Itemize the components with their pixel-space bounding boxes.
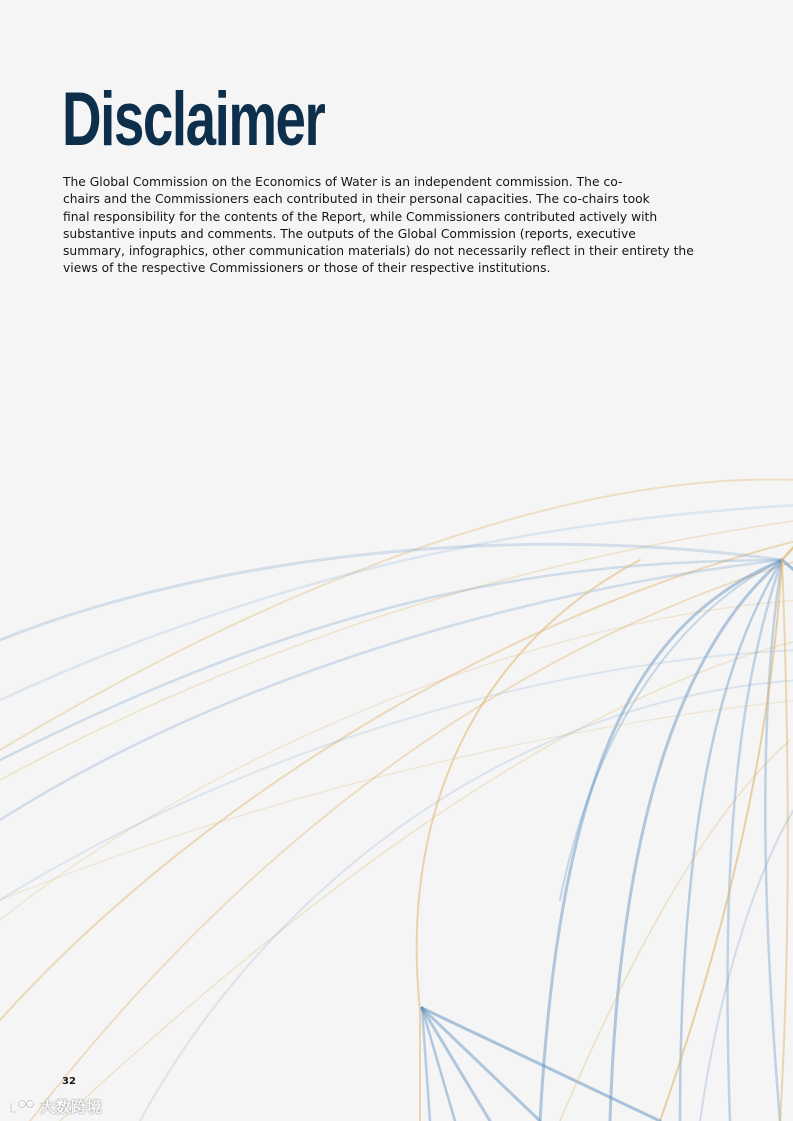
disclaimer-line: substantive inputs and comments. The outputs of the Global Commission (reports, executive	[63, 226, 636, 241]
page-number: 32	[62, 1076, 76, 1087]
disclaimer-line: The Global Commission on the Economics of Water is an independent commission. The co-	[63, 175, 623, 189]
disclaimer-line: summary, infographics, other communication materials) do not necessarily reflect in their entirety the	[63, 244, 694, 259]
disclaimer-line: views of the respective Commissioners or those of their respective institutions.	[63, 261, 551, 276]
watermark	[8, 1096, 102, 1117]
disclaimer-paragraph	[63, 174, 703, 278]
watermark-logo-icon	[8, 1098, 36, 1116]
watermark-text: 大数跨境	[40, 1098, 103, 1116]
disclaimer-line: final responsibility for the contents of the Report, while Commissioners contributed actively with	[63, 209, 658, 224]
disclaimer-line: chairs and the Commissioners each contributed in their personal capacities. The co-chairs took	[63, 192, 650, 207]
page-title: Disclaimer	[62, 77, 325, 162]
